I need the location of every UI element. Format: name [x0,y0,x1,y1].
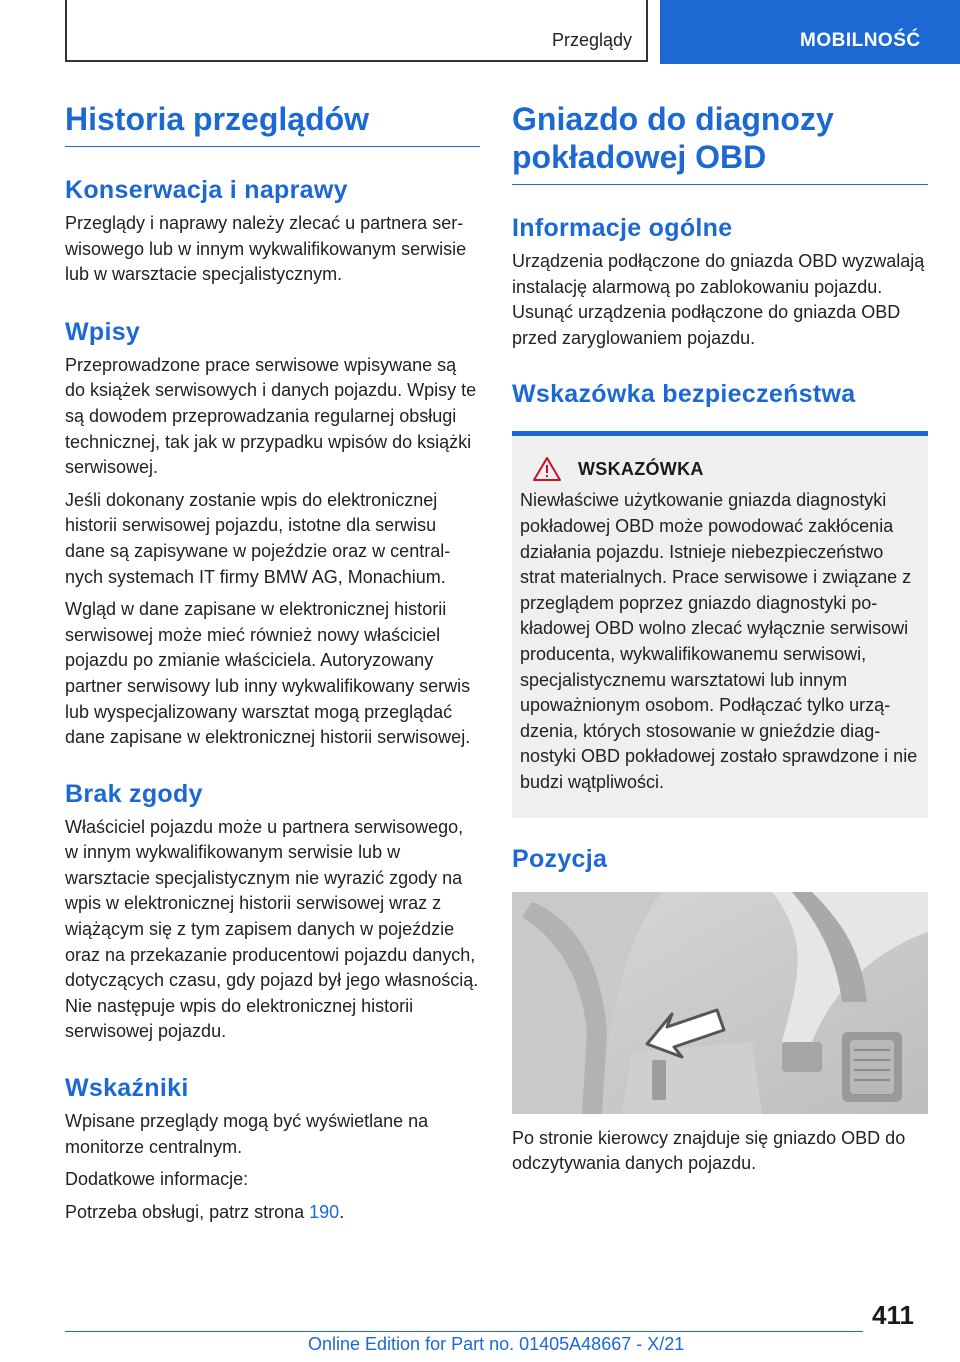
paragraph-entries-3: Wgląd w dane zapisane w elektronicznej historii serwisowej może mieć również nowy właściciel pojazdu po zmianie właściciela. Autoryzowany partner serwisowy lub inny wykwalifikowany serwis lub wyspecjalizowany warsztat mogą przeglądać dane zapisane w elektronicznej historii serwisowej. [65,599,471,748]
heading-no-consent: Brak zgody [65,779,203,808]
warning-box [512,431,928,817]
image-caption: Po stronie kierowcy znajduje się gniazdo OBD do odczytywania danych pojazdu. [512,1127,906,1174]
heading-safety-note: Wskazówka bezpieczeństwa [512,380,856,409]
page-title-obd: Gniazdo do diagnozy pokładowej OBD [512,100,928,185]
footer-edition: Online Edition for Part no. 01405A48667 - X/21 [308,1334,685,1354]
paragraph-indicators-1: Wpisane przeglądy mogą być wyświetlane na monitorze centralnym. [65,1111,429,1157]
paragraph-indicators-3 [65,1200,480,1226]
page-title-history: Historia przeglądów [65,100,480,147]
page-number: 411 [872,1300,914,1330]
heading-indicators: Wskaźniki [65,1074,189,1103]
page-link-190[interactable]: 190 [309,1201,340,1222]
obd-location-image [512,892,928,1114]
paragraph-no-consent: Właściciel pojazdu może u partnera serwisowego, w innym wykwalifikowanym serwisie lub w warsztacie specjalistycznym nie wyrazić zgody na wpis w elektronicznej historii serwisowej wraz z wiążącym się z tym zapisem danych w pojeździe oraz na przekazanie producentowi pojazdu danych, dotyczących czasu, gdy pojazd był jego własnością. Nie następuje wpis do elektronicznej historii serwisowej pojazdu. [65,816,479,1042]
warning-title: WSKAZÓWKA [578,458,704,479]
heading-maintenance: Konserwacja i naprawy [65,176,348,204]
warning-header [520,456,920,482]
left-column [65,100,480,1225]
heading-position: Pozycja [512,844,608,873]
header-section-title: Przeglądy [551,30,632,50]
paragraph-entries-2: Jeśli dokonany zostanie wpis do elektronicznej historii serwisowej pojazdu, istotne dla serwisu dane są zapisywane w pojeździe oraz w centralnych systemach IT firmy BMW AG, Monachium. [65,489,451,587]
header-chapter-tab [660,0,960,64]
cross-reference-end: . [339,1201,345,1222]
cross-reference-text: Potrzeba obsługi, patrz strona [65,1201,310,1222]
footer-divider [65,1331,863,1332]
paragraph-indicators-2: Dodatkowe informacje: [65,1169,249,1190]
header-frame [65,0,648,62]
warning-text: Niewłaściwe użytkowanie gniazda diagnostyki pokładowej OBD może powodować zakłócenia działania pojazdu. Istnieje niebezpieczeństwo strat materialnych. Prace serwisowe i związane z przeglądem poprzez gniazdo diagnostyki pokładowej OBD wolno zlecać wyłącznie serwisowi producenta, wykwalifikowanemu serwisowi, specjalistycznemu warsztatowi lub innym upoważnionym osobom. Podłączać tylko urządzenia, których stosowanie w gnieździe diagnostyki OBD pokładowej zostało sprawdzone i nie budzi wątpliwości. [520,490,918,792]
warning-triangle-icon [532,456,562,482]
right-column [512,100,928,1177]
paragraph-general-info: Urządzenia podłączone do gniazda OBD wyzwalają instalację alarmową po zablokowaniu pojazdu. Usunąć urządzenia podłączone do gniazda OBD przed zaryglowaniem pojazdu. [512,251,925,348]
heading-general-info: Informacje ogólne [512,214,733,242]
header-chapter-label: MOBILNOŚĆ [800,30,921,51]
paragraph-maintenance: Przeglądy i naprawy należy zlecać u partnera serwisowego lub w innym wykwalifikowanym serwisie lub w warsztacie specjalistycznym. [65,213,467,285]
heading-entries: Wpisy [65,317,141,346]
paragraph-entries-1: Przeprowadzone prace serwisowe wpisywane są do książek serwisowych i danych pojazdu. Wpisy te są dowodem przeprowadzania regularnej obsługi technicznej, tak jak w przypadku wpisów do książki serwisowej. [65,354,477,478]
